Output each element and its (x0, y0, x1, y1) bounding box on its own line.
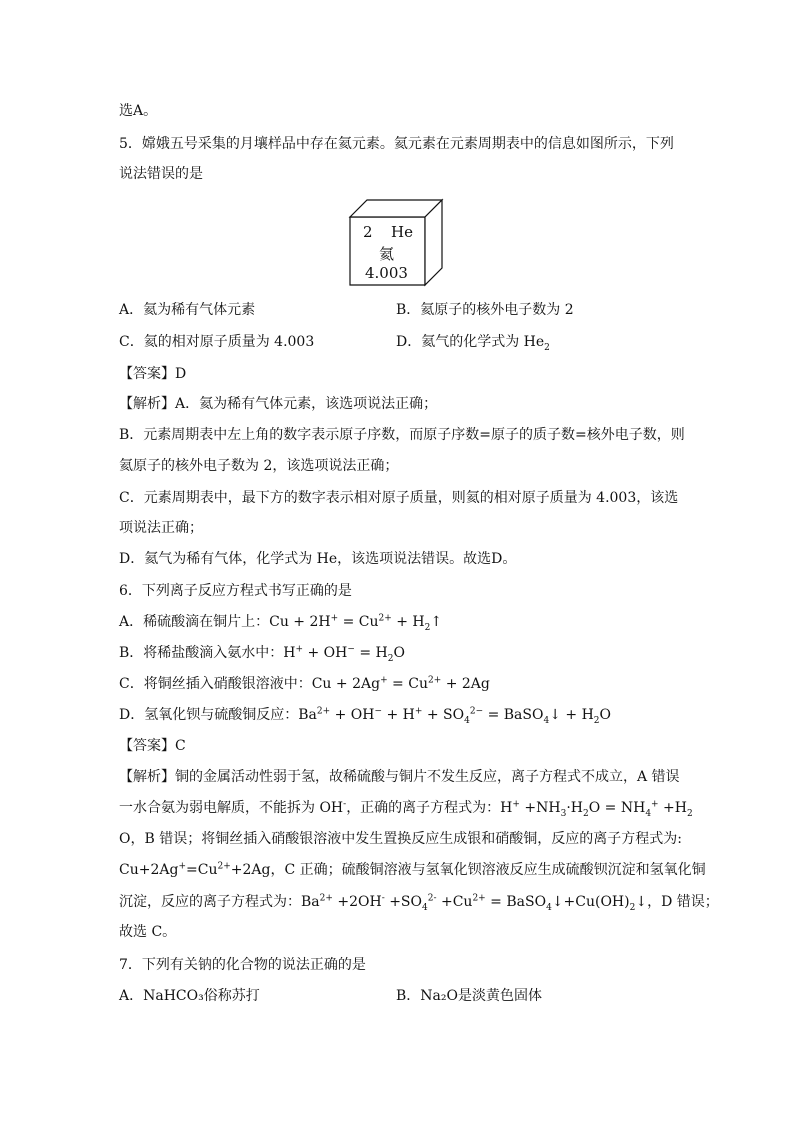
question-5-stem-cont: 说法错误的是 (119, 166, 203, 182)
analysis-b: B．元素周期表中左上角的数字表示原子序数，而原子序数=原子的质子数=核外电子数，则 (119, 427, 685, 443)
q6-option-b: B．将稀盐酸滴入氨水中：$H^+ + OH^- = H_2O$ (119, 644, 405, 664)
text-line: 选A。 (119, 103, 158, 119)
atomic-mass: 4.003 (365, 264, 408, 282)
helium-element-tile (345, 197, 445, 289)
analysis-b-cont: 氦原子的核外电子数为 2，该选项说法正确； (119, 458, 399, 474)
option-d: D．氦气的化学式为 $He_2$ (396, 334, 550, 353)
analysis-line: 沉淀，反应的离子方程式为：$Ba^{2+} +2OH^- +SO_4^{2-} +Cu^{2+}$ = $BaSO_4↓+Cu(OH)_2↓$，D 错误； (119, 893, 719, 913)
q7-option-b: B．Na₂O是淡黄色固体 (396, 988, 542, 1004)
analysis-line: O，B 错误；将铜丝插入硝酸银溶液中发生置换反应生成银和硝酸铜，反应的离子方程式为: (119, 831, 682, 847)
analysis-line: $Cu+2Ag^+=Cu^{2+}+2Ag$，C 正确；硫酸铜溶液与氢氧化钡溶液反应生成硫酸钡沉淀和氢氧化铜 (119, 861, 706, 878)
atomic-number: 2 (363, 223, 373, 241)
analysis-c: C．元素周期表中，最下方的数字表示相对原子质量，则氦的相对原子质量为 4.003，该选 (119, 490, 679, 506)
element-symbol: He (391, 223, 413, 241)
analysis-line: 故选 C。 (119, 924, 177, 940)
question-7-stem: 7．下列有关钠的化合物的说法正确的是 (119, 957, 366, 973)
answer: 【答案】D (119, 366, 187, 382)
option-a: A．氦为稀有气体元素 (119, 302, 256, 318)
answer: 【答案】C (119, 738, 186, 754)
analysis-d: D．氦气为稀有气体，化学式为 He，该选项说法错误。故选D。 (119, 551, 517, 567)
element-name: 氦 (379, 245, 395, 263)
option-c: C．氦的相对原子质量为 4.003 (119, 334, 315, 350)
analysis-line: 【解析】铜的金属活动性弱于氢，故稀硫酸与铜片不发生反应，离子方程式不成立，A 错误 (119, 769, 680, 785)
q7-option-a: A．NaHCO₃俗称苏打 (119, 988, 260, 1004)
question-5-stem: 5．嫦娥五号采集的月壤样品中存在氦元素。氦元素在元素周期表中的信息如图所示，下列 (119, 136, 674, 152)
option-b: B．氦原子的核外电子数为 2 (396, 302, 574, 318)
analysis-line: 一水合氨为弱电解质，不能拆为 OH-，正确的离子方程式为：$H^+ +NH_3\cdot H_2O = NH_4^+ +H_2$ (119, 799, 693, 819)
analysis-a: 【解析】A．氦为稀有气体元素，该选项说法正确； (119, 396, 438, 412)
q6-option-c: C．将铜丝插入硝酸银溶液中：$Cu + 2Ag^+ = Cu^{2+} + 2Ag$ (119, 675, 490, 692)
question-6-stem: 6．下列离子反应方程式书写正确的是 (119, 583, 352, 599)
analysis-c-cont: 项说法正确； (119, 520, 203, 536)
q6-option-d: D．氢氧化钡与硫酸铜反应：$Ba^{2+} + OH^- + H^+ + SO_4^{2-}$ = BaSO$_4$↓ + $H_2O$ (119, 706, 611, 726)
q6-option-a: A．稀硫酸滴在铜片上：$Cu + 2H^+ = Cu^{2+}$ + $H_2↑$ (119, 613, 443, 633)
